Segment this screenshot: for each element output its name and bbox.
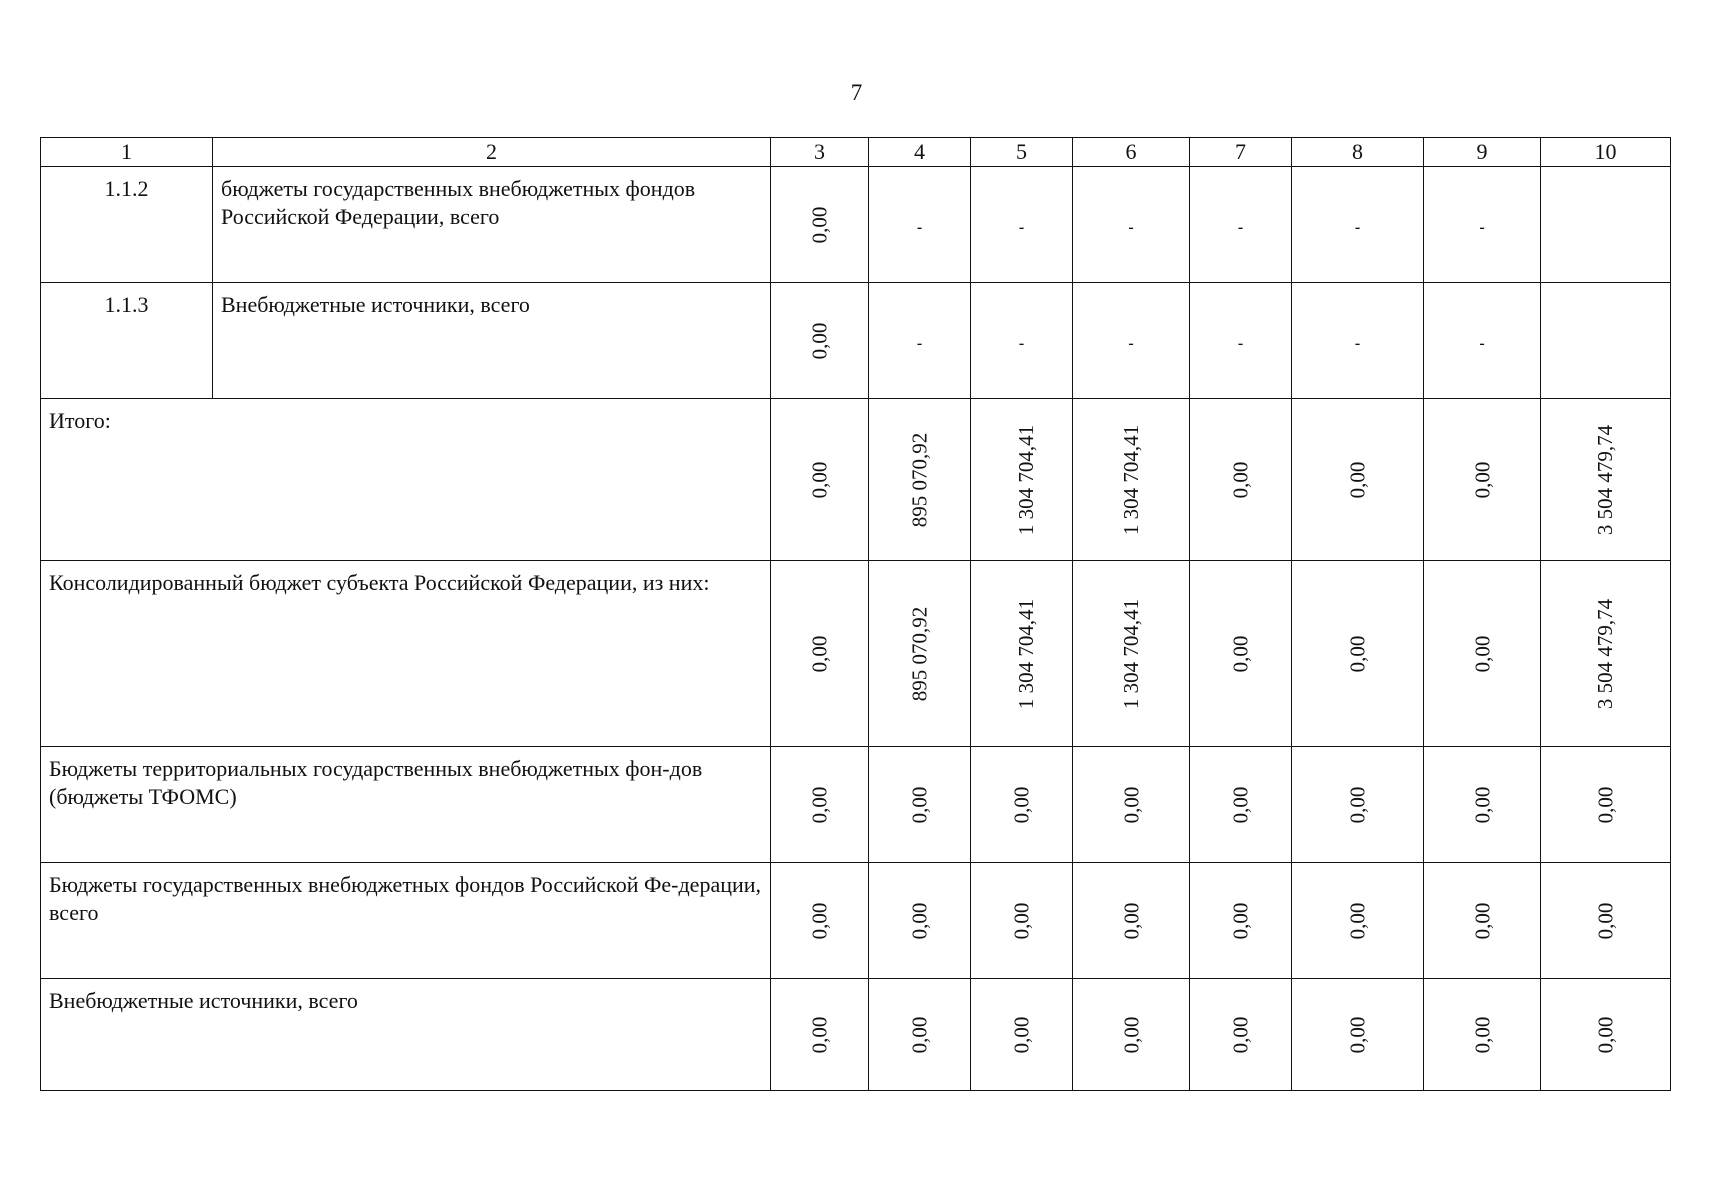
value-text: 0,00: [1009, 786, 1034, 823]
value-cell: [869, 167, 971, 283]
value-text: 895 070,92: [907, 606, 932, 701]
value-text: 0,00: [1470, 902, 1494, 939]
value-cell: [771, 979, 869, 1091]
table-row: [41, 979, 1671, 1091]
value-cell: [1073, 167, 1190, 283]
value-text: 0,00: [1345, 786, 1370, 823]
value-text: -: [1479, 218, 1485, 236]
value-cell: [1190, 979, 1292, 1091]
value-cell: [869, 747, 971, 863]
value-cell: [1424, 747, 1541, 863]
value-text: -: [1018, 334, 1025, 352]
value-text: 1 304 704,41: [1119, 598, 1143, 709]
value-cell: [1073, 747, 1190, 863]
value-text: 0,00: [807, 322, 832, 359]
row-label: Консолидированный бюджет субъекта Российской Федерации, из них:: [41, 561, 771, 747]
value-cell: [1541, 399, 1671, 561]
header-cell: 2: [213, 138, 771, 167]
value-text: 0,00: [1228, 635, 1253, 672]
table-row: [41, 561, 1671, 747]
value-cell: [771, 863, 869, 979]
value-text: 0,00: [1345, 635, 1370, 672]
row-label: Итого:: [41, 399, 771, 561]
value-text: 0,00: [1593, 902, 1618, 939]
value-cell: [1541, 863, 1671, 979]
table-row: [41, 399, 1671, 561]
value-cell: [971, 747, 1073, 863]
page-number: 7: [850, 80, 863, 105]
value-text: -: [1128, 334, 1134, 352]
value-cell: [971, 863, 1073, 979]
value-cell: [971, 979, 1073, 1091]
value-text: 0,00: [1345, 461, 1370, 498]
value-cell: [869, 979, 971, 1091]
value-cell: [771, 561, 869, 747]
value-text: -: [1128, 218, 1134, 236]
row-code: 1.1.2: [41, 167, 213, 283]
value-text: -: [1354, 218, 1361, 236]
value-text: 895 070,92: [907, 432, 932, 527]
value-text: -: [1354, 334, 1361, 352]
value-text: -: [916, 218, 923, 236]
value-text: -: [1018, 218, 1025, 236]
value-text: 3 504 479,74: [1593, 598, 1618, 709]
value-text: 0,00: [1470, 635, 1494, 672]
header-cell: 4: [869, 138, 971, 167]
value-text: 0,00: [1009, 1016, 1034, 1053]
header-cell: 9: [1424, 138, 1541, 167]
value-text: 0,00: [1009, 902, 1034, 939]
value-text: 0,00: [907, 1016, 932, 1053]
table-row: [41, 283, 1671, 399]
header-cell: 3: [771, 138, 869, 167]
value-text: 0,00: [1345, 1016, 1370, 1053]
value-text: 0,00: [1119, 786, 1143, 823]
value-cell: [1190, 399, 1292, 561]
header-cell: 1: [41, 138, 213, 167]
value-cell: [1190, 167, 1292, 283]
value-text: -: [1479, 334, 1485, 352]
table-row: [41, 167, 1671, 283]
value-text: -: [916, 334, 923, 352]
value-text: 0,00: [1119, 1016, 1143, 1053]
table-row: [41, 747, 1671, 863]
value-text: 0,00: [1119, 902, 1143, 939]
value-cell: [1190, 863, 1292, 979]
header-row: [41, 138, 1671, 167]
value-text: 0,00: [807, 635, 832, 672]
value-cell: [1190, 561, 1292, 747]
value-text: 0,00: [807, 786, 832, 823]
value-cell: [1541, 747, 1671, 863]
value-text: 0,00: [907, 902, 932, 939]
value-cell: [1292, 167, 1424, 283]
row-label: бюджеты государственных внебюджетных фондов Российской Федерации, всего: [213, 167, 771, 283]
budget-table: [40, 137, 1671, 1091]
value-text: 0,00: [907, 786, 932, 823]
value-cell: [869, 863, 971, 979]
value-cell: [1292, 561, 1424, 747]
value-text: 0,00: [807, 461, 832, 498]
value-cell: [1073, 561, 1190, 747]
value-text: 0,00: [1228, 461, 1253, 498]
value-cell: [1424, 283, 1541, 399]
header-cell: 6: [1073, 138, 1190, 167]
value-cell: [1190, 747, 1292, 863]
value-cell: [1541, 561, 1671, 747]
header-cell: 10: [1541, 138, 1671, 167]
value-cell: [971, 283, 1073, 399]
value-cell: [1541, 167, 1671, 283]
value-cell: [771, 399, 869, 561]
value-text: 0,00: [1228, 1016, 1253, 1053]
value-cell: [1292, 863, 1424, 979]
value-cell: [1424, 167, 1541, 283]
value-cell: [1424, 561, 1541, 747]
value-cell: [1292, 747, 1424, 863]
value-cell: [1073, 979, 1190, 1091]
value-cell: [971, 399, 1073, 561]
row-label: Бюджеты государственных внебюджетных фондов Российской Фе-дерации, всего: [41, 863, 771, 979]
value-cell: [1190, 283, 1292, 399]
row-label: Бюджеты территориальных государственных внебюджетных фон-дов (бюджеты ТФОМС): [41, 747, 771, 863]
value-text: 0,00: [1228, 902, 1253, 939]
header-cell: 5: [971, 138, 1073, 167]
value-text: 0,00: [807, 1016, 832, 1053]
value-cell: [1073, 283, 1190, 399]
value-cell: [971, 167, 1073, 283]
value-cell: [869, 399, 971, 561]
value-cell: [1292, 399, 1424, 561]
value-cell: [771, 283, 869, 399]
value-text: 1 304 704,41: [1014, 424, 1039, 535]
value-cell: [1073, 399, 1190, 561]
value-text: 3 504 479,74: [1593, 424, 1618, 535]
value-text: 0,00: [1228, 786, 1253, 823]
value-cell: [1541, 979, 1671, 1091]
value-cell: [1292, 283, 1424, 399]
value-cell: [771, 167, 869, 283]
value-cell: [971, 561, 1073, 747]
value-text: 0,00: [1345, 902, 1370, 939]
value-text: 0,00: [1470, 461, 1494, 498]
value-text: 0,00: [1593, 1016, 1618, 1053]
row-code: 1.1.3: [41, 283, 213, 399]
value-text: -: [1237, 218, 1244, 236]
table-row: [41, 863, 1671, 979]
value-cell: [1424, 399, 1541, 561]
header-cell: 7: [1190, 138, 1292, 167]
header-cell: 8: [1292, 138, 1424, 167]
value-text: 1 304 704,41: [1119, 424, 1143, 535]
row-label: Внебюджетные источники, всего: [213, 283, 771, 399]
value-cell: [1292, 979, 1424, 1091]
value-cell: [869, 283, 971, 399]
value-cell: [1424, 863, 1541, 979]
value-cell: [869, 561, 971, 747]
value-text: 0,00: [807, 902, 832, 939]
value-text: 0,00: [1470, 1016, 1494, 1053]
value-cell: [1073, 863, 1190, 979]
value-text: 1 304 704,41: [1014, 598, 1039, 709]
value-text: 0,00: [1593, 786, 1618, 823]
value-text: 0,00: [1470, 786, 1494, 823]
value-cell: [1424, 979, 1541, 1091]
value-cell: [1541, 283, 1671, 399]
row-label: Внебюджетные источники, всего: [41, 979, 771, 1091]
value-cell: [771, 747, 869, 863]
value-text: -: [1237, 334, 1244, 352]
value-text: 0,00: [807, 206, 832, 243]
